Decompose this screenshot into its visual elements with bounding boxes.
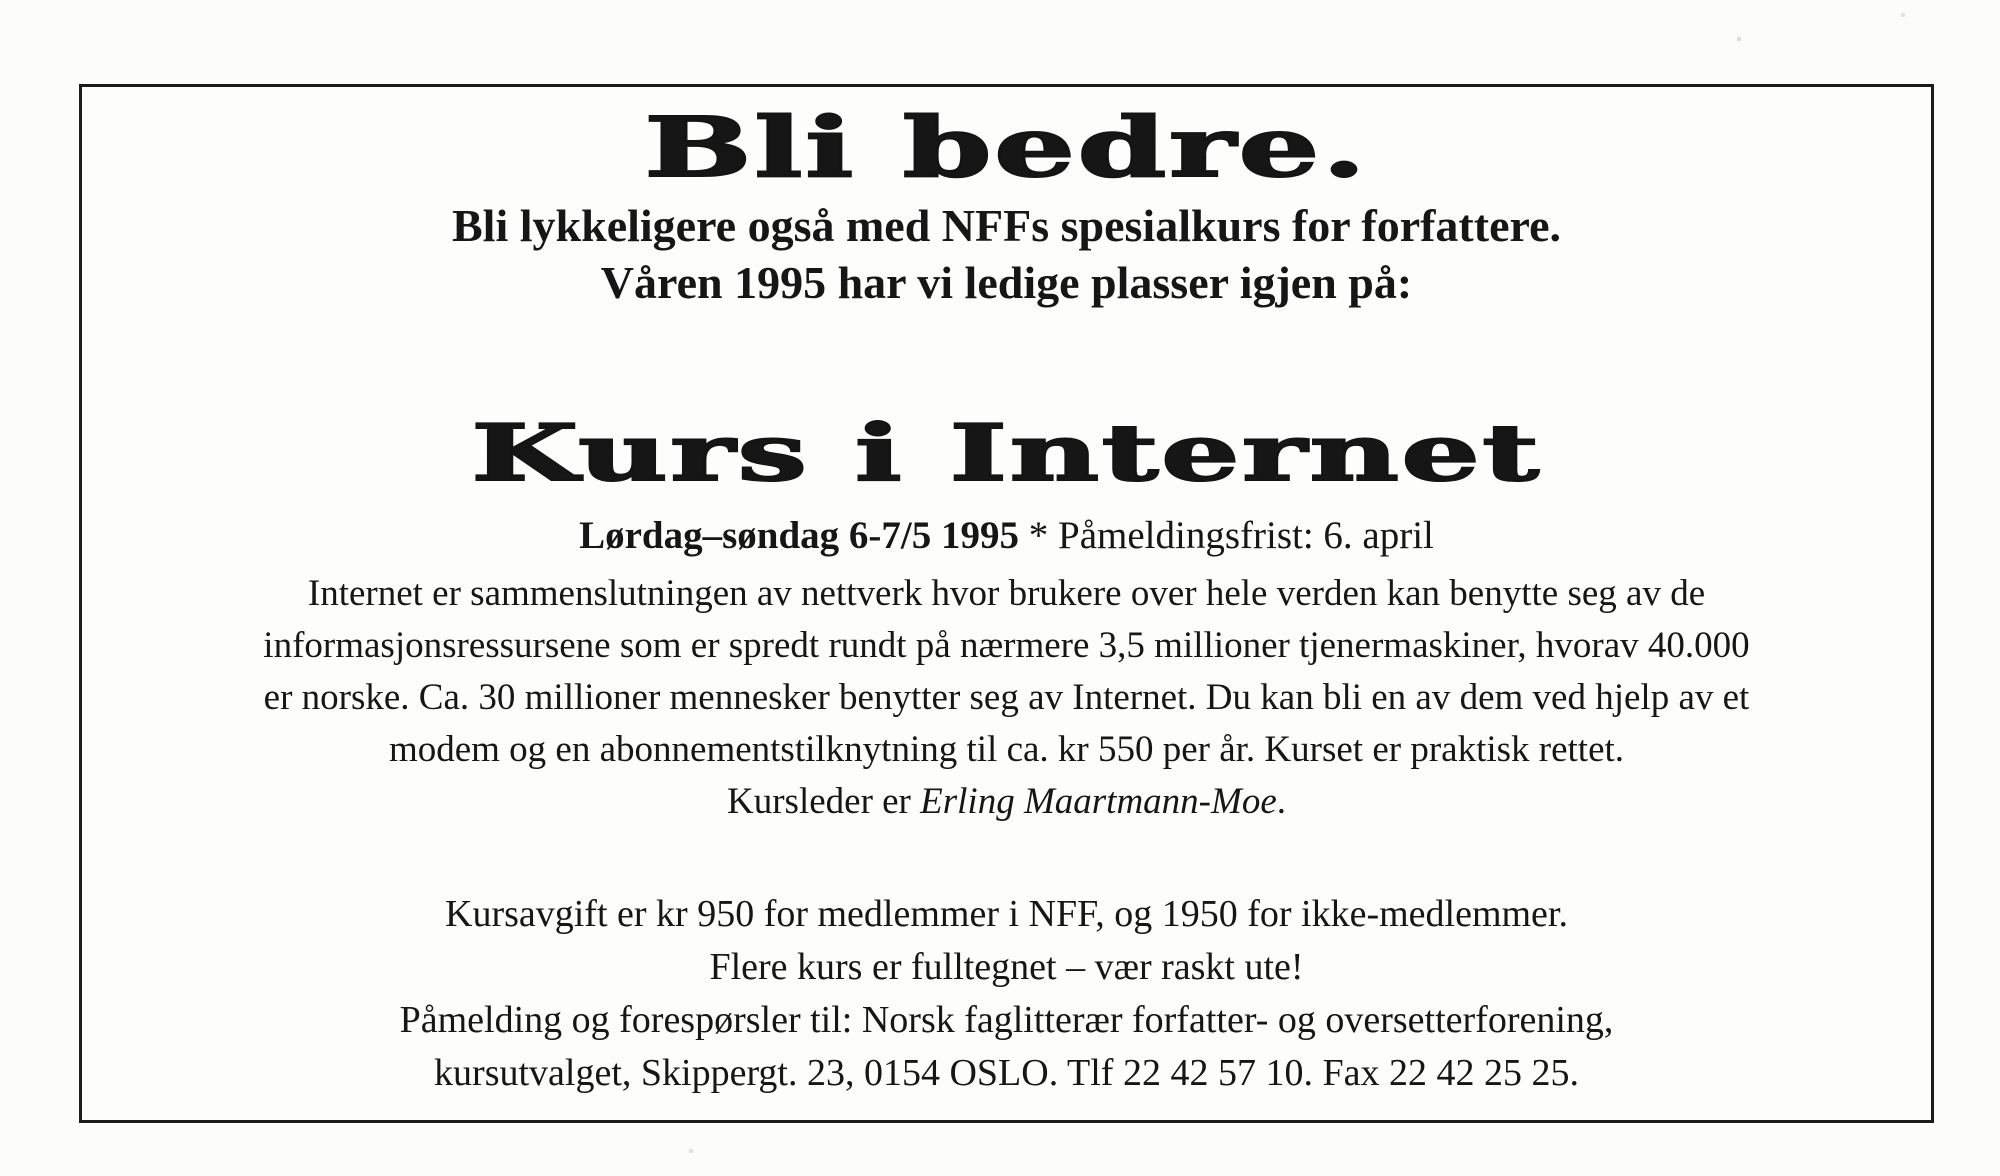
course-leader-suffix: .	[1276, 781, 1286, 822]
body-line: informasjonsressursene som er spredt rundt på nærmere 3,5 millioner tjenermaskiner, hvorav 40.000	[263, 625, 1750, 666]
course-leader-name: Erling Maartmann-Moe	[920, 781, 1277, 822]
scan-noise-speckles	[0, 0, 2, 2]
registration-deadline: Påmeldingsfrist: 6. april	[1058, 514, 1434, 557]
course-description-paragraph	[82, 568, 1931, 828]
body-line: er norske. Ca. 30 millioner mennesker benytter seg av Internet. Du kan bli en av dem ved hjelp av et	[263, 677, 1750, 718]
urgency-line: Flere kurs er fulltegnet – vær raskt ute!	[709, 946, 1304, 988]
course-title: Kurs i Internet	[471, 408, 1542, 499]
headline: Bli bedre.	[644, 100, 1369, 196]
contact-line-2: kursutvalget, Skippergt. 23, 0154 OSLO. Tlf 22 42 57 10. Fax 22 42 25 25.	[434, 1052, 1579, 1094]
course-dates: Lørdag–søndag 6-7/5 1995	[579, 514, 1020, 557]
subheadline-line-2: Våren 1995 har vi ledige plasser igjen på:	[600, 257, 1413, 308]
body-line: Internet er sammenslutningen av nettverk hvor brukere over hele verden kan benytte seg av de	[307, 573, 1706, 614]
course-leader-line	[82, 776, 1931, 828]
body-line: modem og en abonnementstilknytning til ca. kr 550 per år. Kurset er praktisk rettet.	[388, 729, 1625, 770]
date-deadline-line	[82, 509, 1931, 562]
contact-line-1: Påmelding og forespørsler til: Norsk faglitterær forfatter- og oversetterforening,	[399, 999, 1614, 1041]
advertisement-border-box	[79, 84, 1934, 1123]
asterisk-separator: *	[1019, 514, 1059, 557]
subheadline-line-1: Bli lykkeligere også med NFFs spesialkurs for forfattere.	[452, 200, 1561, 251]
course-leader-prefix: Kursleder er	[727, 781, 921, 822]
course-fee-line: Kursavgift er kr 950 for medlemmer i NFF, og 1950 for ikke-medlemmer.	[445, 893, 1568, 935]
registration-info-block	[82, 888, 1931, 1100]
